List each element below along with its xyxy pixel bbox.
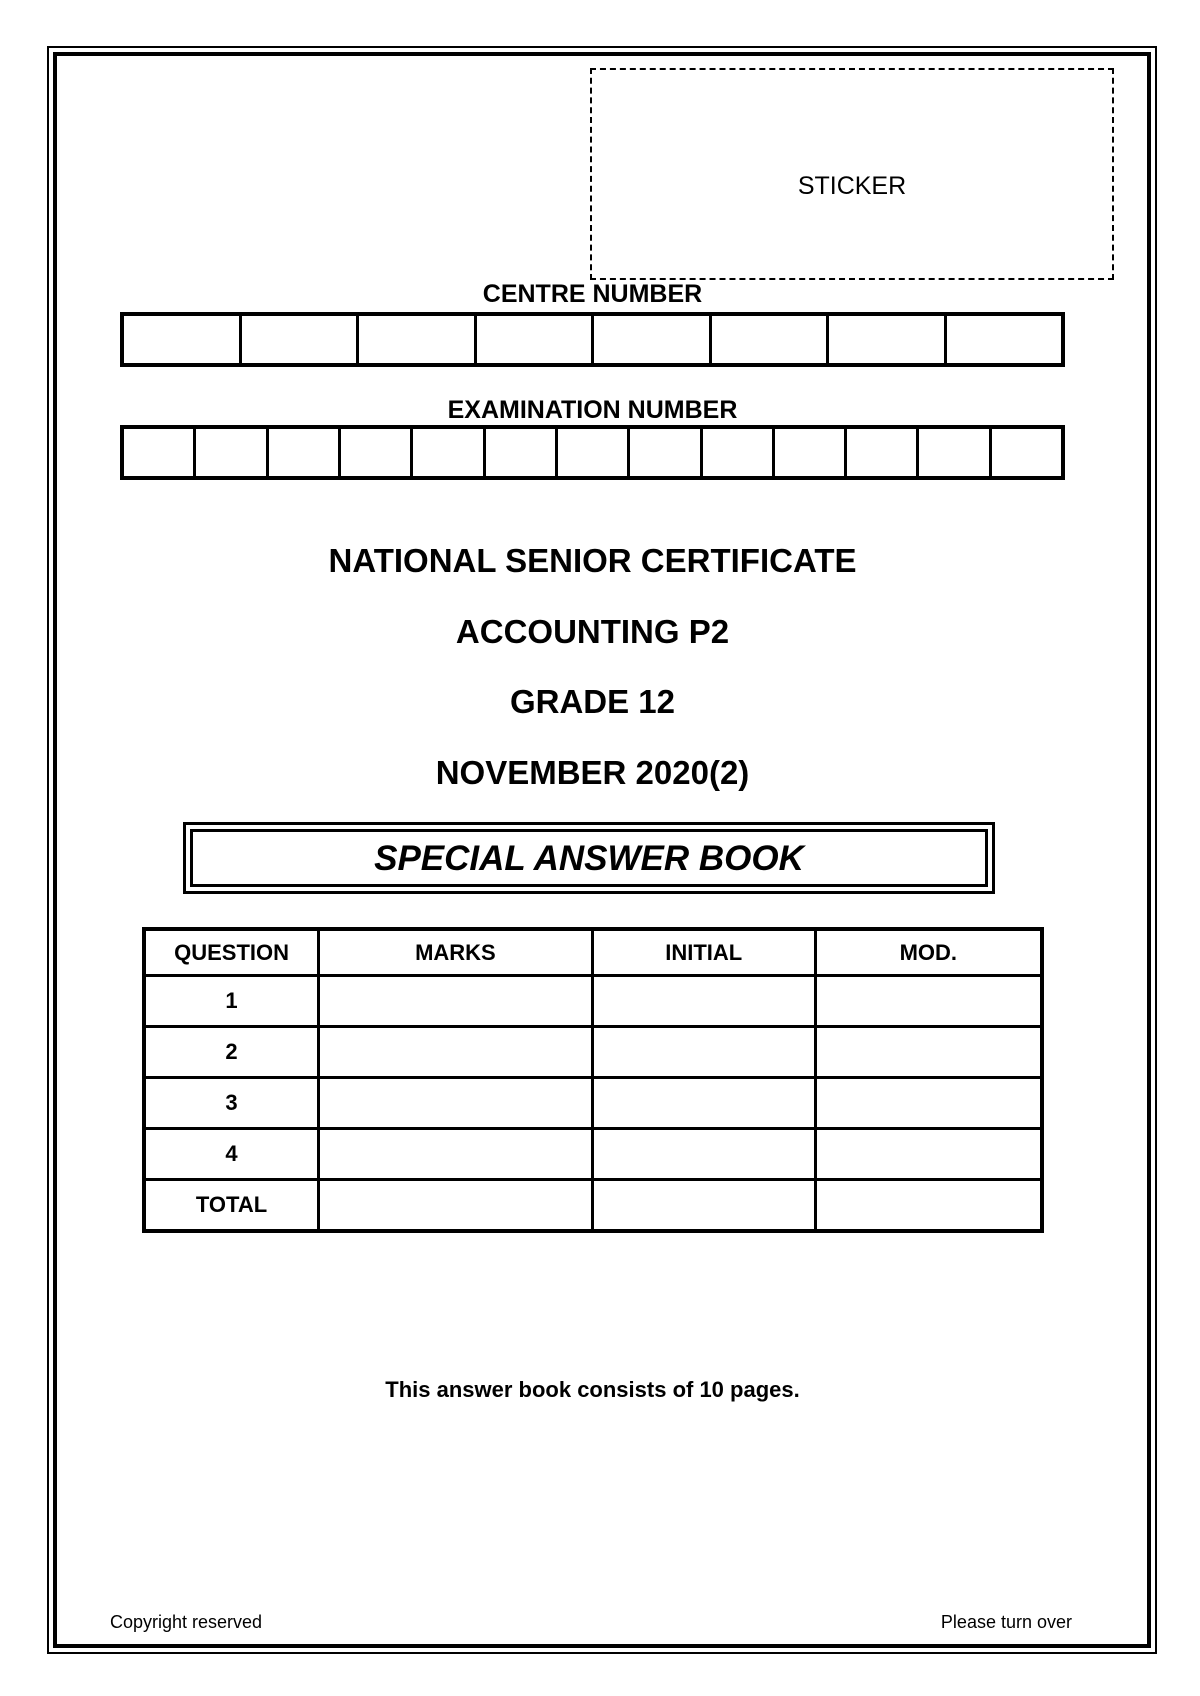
examination-number-digit-box[interactable] <box>919 429 991 476</box>
table-row <box>144 1027 1042 1078</box>
initial-cell[interactable] <box>592 976 815 1027</box>
examination-number-label: EXAMINATION NUMBER <box>447 396 738 424</box>
table-row <box>144 1078 1042 1129</box>
sticker-area <box>590 68 1114 280</box>
marks-cell[interactable] <box>319 1027 593 1078</box>
page-count-note: This answer book consists of 10 pages. <box>385 1377 800 1402</box>
initial-cell[interactable] <box>592 1180 815 1232</box>
table-row <box>144 976 1042 1027</box>
centre-number-digit-box[interactable] <box>947 316 1062 363</box>
centre-number-label: CENTRE NUMBER <box>482 280 703 308</box>
total-label-cell: TOTAL <box>144 1180 319 1232</box>
centre-number-digit-box[interactable] <box>359 316 477 363</box>
examination-number-digit-box[interactable] <box>269 429 341 476</box>
examination-number-digit-box[interactable] <box>847 429 919 476</box>
initial-cell[interactable] <box>592 1129 815 1180</box>
examination-number-digit-box[interactable] <box>196 429 268 476</box>
centre-number-digit-box[interactable] <box>829 316 947 363</box>
centre-number-boxes[interactable] <box>120 312 1065 367</box>
marks-cell[interactable] <box>319 1180 593 1232</box>
question-cell: 3 <box>144 1078 319 1129</box>
column-header-initial: INITIAL <box>592 929 815 976</box>
examination-number-digit-box[interactable] <box>630 429 702 476</box>
examination-number-digit-box[interactable] <box>992 429 1061 476</box>
mod-cell[interactable] <box>815 1078 1042 1129</box>
answer-book-title: SPECIAL ANSWER BOOK <box>190 829 988 887</box>
examination-number-digit-box[interactable] <box>413 429 485 476</box>
centre-number-digit-box[interactable] <box>124 316 242 363</box>
table-row <box>144 1129 1042 1180</box>
centre-number-digit-box[interactable] <box>477 316 595 363</box>
certificate-heading: NATIONAL SENIOR CERTIFICATE <box>328 542 857 579</box>
marks-cell[interactable] <box>319 1129 593 1180</box>
initial-cell[interactable] <box>592 1027 815 1078</box>
table-header-row <box>144 929 1042 976</box>
mod-cell[interactable] <box>815 1180 1042 1232</box>
examination-number-digit-box[interactable] <box>558 429 630 476</box>
column-header-marks: MARKS <box>319 929 593 976</box>
mod-cell[interactable] <box>815 1027 1042 1078</box>
question-cell: 2 <box>144 1027 319 1078</box>
marks-cell[interactable] <box>319 976 593 1027</box>
examination-number-digit-box[interactable] <box>775 429 847 476</box>
examination-number-boxes[interactable] <box>120 425 1065 480</box>
examination-number-digit-box[interactable] <box>486 429 558 476</box>
session-heading: NOVEMBER 2020(2) <box>435 754 750 791</box>
sticker-label: STICKER <box>797 172 907 200</box>
column-header-question: QUESTION <box>144 929 319 976</box>
subject-heading: ACCOUNTING P2 <box>455 613 730 650</box>
turn-over-footer: Please turn over <box>940 1612 1072 1632</box>
mod-cell[interactable] <box>815 976 1042 1027</box>
centre-number-digit-box[interactable] <box>594 316 712 363</box>
centre-number-digit-box[interactable] <box>712 316 830 363</box>
question-cell: 1 <box>144 976 319 1027</box>
table-row-total <box>144 1180 1042 1232</box>
question-cell: 4 <box>144 1129 319 1180</box>
centre-number-digit-box[interactable] <box>242 316 360 363</box>
examination-number-digit-box[interactable] <box>341 429 413 476</box>
examination-number-digit-box[interactable] <box>703 429 775 476</box>
marks-cell[interactable] <box>319 1078 593 1129</box>
marks-table <box>142 927 1044 1233</box>
mod-cell[interactable] <box>815 1129 1042 1180</box>
initial-cell[interactable] <box>592 1078 815 1129</box>
grade-heading: GRADE 12 <box>509 683 676 720</box>
column-header-mod: MOD. <box>815 929 1042 976</box>
copyright-footer: Copyright reserved <box>110 1612 263 1632</box>
examination-number-digit-box[interactable] <box>124 429 196 476</box>
answer-book-banner <box>183 822 995 894</box>
